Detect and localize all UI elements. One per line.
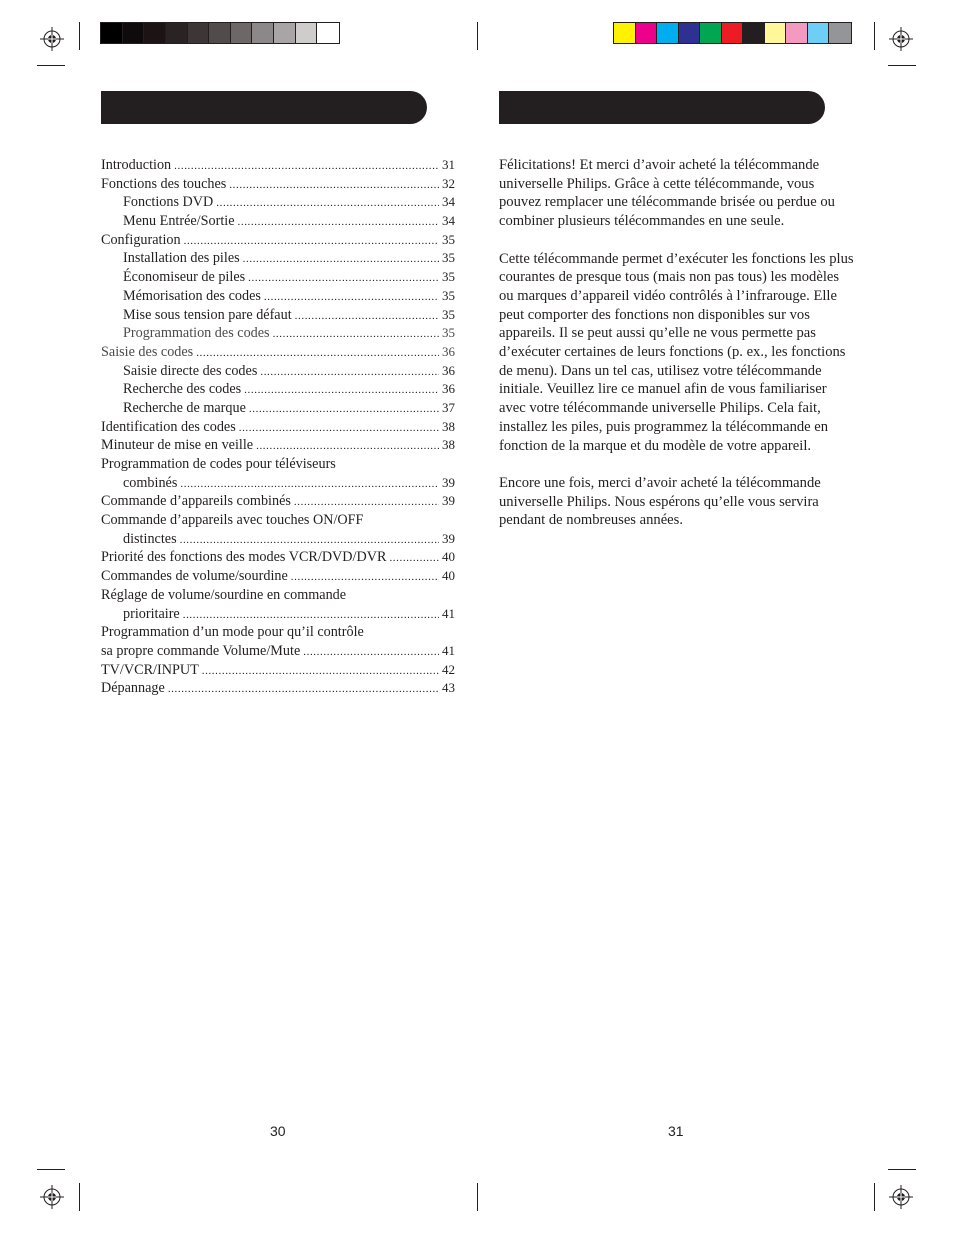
- toc-entry-title: distinctes: [123, 530, 177, 547]
- toc-entry-title: Saisie des codes: [101, 343, 194, 360]
- color-swatch: [317, 23, 339, 43]
- toc-entry-page: 41: [442, 605, 455, 621]
- crop-mark: [79, 22, 80, 50]
- color-swatch: [786, 23, 808, 43]
- toc-entry: [101, 474, 455, 493]
- toc-entry-page: 42: [442, 661, 455, 677]
- toc-entry-title: Programmation d’un mode pour qu’il contrôle: [101, 624, 364, 641]
- introduction-text: [499, 156, 855, 549]
- toc-entry: [101, 661, 455, 680]
- toc-entry: [101, 642, 455, 661]
- toc-entry-page: 35: [442, 269, 455, 285]
- toc-entry-page: 31: [442, 157, 455, 172]
- color-swatch: [700, 23, 722, 43]
- toc-entry-page: 35: [442, 287, 455, 303]
- toc-entry-title: Fonctions des touches: [101, 175, 227, 192]
- color-swatch: [636, 23, 658, 43]
- intro-paragraph: Encore une fois, merci d’avoir acheté la télécommande universelle Philips. Nous espérons qu’elle vous servira pendant de nombreuses années.: [499, 474, 821, 529]
- toc-leader-dots: [238, 213, 440, 232]
- toc-entry-title: TV/VCR/INPUT: [101, 661, 199, 678]
- toc-leader-dots: [239, 419, 439, 438]
- toc-entry-page: 40: [442, 549, 455, 565]
- toc-entry-title: sa propre commande Volume/Mute: [101, 642, 301, 659]
- toc-entry-title: combinés: [123, 474, 178, 491]
- left-header-bar: [101, 91, 427, 124]
- toc-entry-page: 34: [442, 194, 455, 210]
- toc-entry-page: 38: [442, 418, 455, 434]
- toc-entry-page: 39: [442, 493, 455, 509]
- toc-entry: [101, 623, 455, 642]
- crop-mark: [874, 22, 875, 50]
- toc-entry-title: Fonctions DVD: [123, 194, 214, 211]
- color-swatch: [722, 23, 744, 43]
- toc-entry-page: 36: [442, 381, 455, 397]
- toc-leader-dots: [229, 176, 439, 195]
- color-swatch: [252, 23, 274, 43]
- toc-entry: [101, 567, 455, 586]
- color-swatch: [209, 23, 231, 43]
- toc-entry-title: Recherche des codes: [123, 381, 242, 398]
- toc-entry-title: Identification des codes: [101, 418, 236, 435]
- toc-entry-title: Réglage de volume/sourdine en commande: [101, 586, 347, 603]
- toc-entry: [101, 249, 455, 268]
- toc-entry: [101, 455, 455, 474]
- toc-leader-dots: [264, 288, 439, 307]
- toc-entry-title: Recherche de marque: [123, 399, 246, 416]
- toc-leader-dots: [180, 531, 439, 550]
- crop-mark: [888, 1169, 916, 1170]
- color-swatch: [614, 23, 636, 43]
- toc-entry: [101, 436, 455, 455]
- color-swatch: [296, 23, 318, 43]
- toc-entry: [101, 399, 455, 418]
- toc-leader-dots: [294, 493, 439, 512]
- toc-entry-title: Commande d’appareils avec touches ON/OFF: [101, 512, 364, 529]
- toc-entry-page: 35: [442, 325, 455, 341]
- color-swatch: [765, 23, 787, 43]
- toc-entry-title: Mise sous tension pare défaut: [123, 306, 292, 323]
- toc-entry: [101, 231, 455, 250]
- color-swatch: [829, 23, 851, 43]
- toc-entry: [101, 530, 455, 549]
- toc-leader-dots: [180, 475, 439, 494]
- toc-leader-dots: [249, 400, 439, 419]
- crop-mark: [874, 1183, 875, 1211]
- toc-entry-page: 40: [442, 568, 455, 584]
- color-swatch: [274, 23, 296, 43]
- crop-mark: [477, 1183, 478, 1211]
- toc-leader-dots: [295, 307, 439, 326]
- toc-leader-dots: [244, 381, 439, 400]
- toc-leader-dots: [291, 568, 439, 587]
- toc-entry-page: 35: [442, 250, 455, 266]
- toc-entry-title: Installation des piles: [123, 250, 240, 267]
- toc-leader-dots: [260, 363, 439, 382]
- color-swatch: [123, 23, 145, 43]
- toc-entry: [101, 586, 455, 605]
- toc-leader-dots: [202, 662, 439, 681]
- toc-leader-dots: [216, 194, 439, 213]
- toc-entry-title: Mémorisation des codes: [123, 287, 261, 304]
- page-number-right: 31: [668, 1123, 684, 1139]
- toc-leader-dots: [389, 549, 439, 568]
- toc-entry-page: 32: [442, 175, 455, 191]
- registration-target-icon: [889, 1185, 913, 1209]
- color-bar: [613, 22, 852, 44]
- toc-entry-title: Commande d’appareils combinés: [101, 493, 291, 510]
- toc-leader-dots: [196, 344, 439, 363]
- toc-entry: [101, 362, 455, 381]
- toc-entry-page: 39: [442, 474, 455, 490]
- crop-mark: [79, 1183, 80, 1211]
- color-swatch: [743, 23, 765, 43]
- toc-leader-dots: [243, 250, 439, 269]
- toc-entry: [101, 380, 455, 399]
- toc-entry: [101, 287, 455, 306]
- toc-entry-title: Commandes de volume/sourdine: [101, 568, 288, 585]
- toc-entry-title: Saisie directe des codes: [123, 362, 258, 379]
- registration-target-icon: [889, 27, 913, 51]
- toc-entry: [101, 511, 455, 530]
- toc-entry-title: Menu Entrée/Sortie: [123, 213, 235, 230]
- toc-entry: [101, 679, 455, 698]
- toc-entry: [101, 268, 455, 287]
- toc-entry: [101, 212, 455, 231]
- toc-entry-page: 38: [442, 437, 455, 453]
- toc-entry-page: 34: [442, 213, 455, 229]
- toc-entry-page: 35: [442, 231, 455, 247]
- toc-entry: [101, 306, 455, 325]
- toc-entry-title: Priorité des fonctions des modes VCR/DVD/DVR: [101, 549, 387, 566]
- crop-mark: [477, 22, 478, 50]
- toc-entry-title: Configuration: [101, 231, 181, 248]
- toc-entry-title: prioritaire: [123, 605, 180, 622]
- toc-entry-page: 39: [442, 530, 455, 546]
- toc-entry-page: 41: [442, 642, 455, 658]
- color-swatch: [231, 23, 253, 43]
- toc-entry-page: 43: [442, 680, 455, 696]
- toc-entry: [101, 343, 455, 362]
- crop-mark: [37, 1169, 65, 1170]
- toc-entry-page: 35: [442, 306, 455, 322]
- toc-entry-title: Économiseur de piles: [123, 269, 246, 286]
- toc-leader-dots: [256, 437, 439, 456]
- color-swatch: [101, 23, 123, 43]
- color-swatch: [188, 23, 210, 43]
- color-swatch: [679, 23, 701, 43]
- toc-entry-title: Programmation de codes pour téléviseurs: [101, 456, 336, 472]
- crop-mark: [37, 65, 65, 66]
- toc-leader-dots: [183, 606, 439, 625]
- toc-entry-page: 36: [442, 362, 455, 378]
- toc-entry-page: 36: [442, 343, 455, 359]
- toc-entry: [101, 605, 455, 624]
- toc-entry-title: Minuteur de mise en veille: [101, 437, 254, 454]
- toc-entry-title: Introduction: [101, 157, 172, 173]
- grayscale-bar: [100, 22, 340, 44]
- table-of-contents: [101, 156, 455, 698]
- toc-entry-page: 37: [442, 399, 455, 415]
- color-swatch: [166, 23, 188, 43]
- color-swatch: [808, 23, 830, 43]
- intro-paragraph: Félicitations! Et merci d’avoir acheté la télécommande universelle Philips. Grâce à cette télécommande, vous pouvez remplacer une télécommande brisée ou perdue ou combiner plusieurs télécommandes en une seule.: [499, 157, 835, 230]
- registration-target-icon: [40, 27, 64, 51]
- registration-target-icon: [40, 1185, 64, 1209]
- toc-leader-dots: [168, 680, 439, 699]
- toc-entry: [101, 324, 455, 343]
- toc-leader-dots: [174, 157, 439, 176]
- toc-entry: [101, 193, 455, 212]
- toc-entry: [101, 175, 455, 194]
- intro-paragraph: Cette télécommande permet d’exécuter les fonctions les plus courantes de presque tous (mais non pas tous) les modèles ou marques d’appareil vidéo contrôlés à l’infrarouge. Elle peut comporter des fonctions non disponibles sur vos appareils. Il se peut aussi qu’elle ne vous permette pas d’exécuter certaines de leurs fonctions (p. ex., les fonctions de menu). Dans un tel cas, utilisez votre télécommande initiale. Veuillez lire ce manuel afin de vous familiariser avec votre télécommande universelle Philips. Cela fait, installez les piles, puis programmez la télécommande en fonction de la marque et du modèle de votre appareil.: [499, 250, 854, 454]
- toc-entry: [101, 418, 455, 437]
- page-number-left: 30: [270, 1123, 286, 1139]
- toc-leader-dots: [248, 269, 439, 288]
- toc-leader-dots: [184, 232, 439, 251]
- color-swatch: [144, 23, 166, 43]
- color-swatch: [657, 23, 679, 43]
- crop-mark: [888, 65, 916, 66]
- right-header-bar: [499, 91, 825, 124]
- toc-leader-dots: [303, 643, 439, 662]
- toc-entry: [101, 492, 455, 511]
- toc-entry-title: Programmation des codes: [123, 325, 270, 342]
- toc-entry: [101, 156, 455, 175]
- toc-entry: [101, 548, 455, 567]
- toc-entry-title: Dépannage: [101, 680, 165, 697]
- toc-leader-dots: [273, 325, 439, 344]
